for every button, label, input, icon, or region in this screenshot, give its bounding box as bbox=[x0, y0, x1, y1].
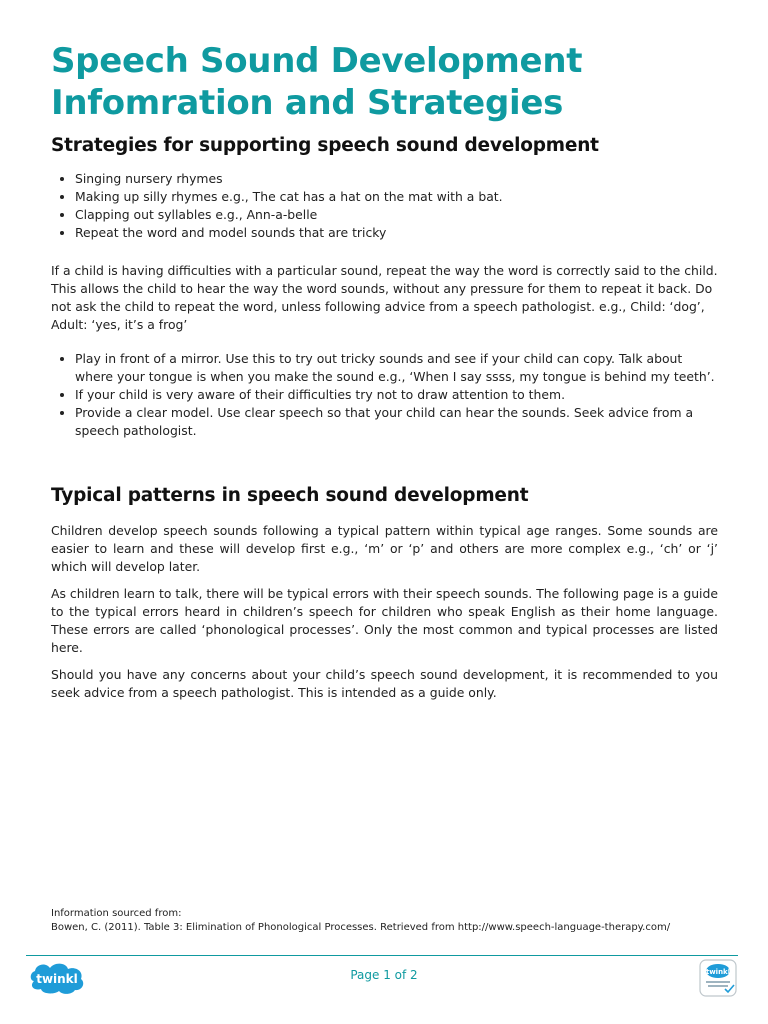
list-item: • Repeat the word and model sounds that are tricky bbox=[75, 224, 718, 242]
title-line-1: Speech Sound Development bbox=[51, 41, 583, 81]
list-item: • Play in front of a mirror. Use this to try out tricky sounds and see if your child can copy. Talk about where your tongue is when you make the sound e.g., ‘When I say ssss, my tongue is behind my teeth’. bbox=[75, 350, 718, 386]
footer-divider bbox=[26, 955, 738, 956]
document-page bbox=[51, 40, 718, 702]
seal-text: twinkl bbox=[705, 968, 731, 976]
title-line-2: Infomration and Strategies bbox=[51, 83, 564, 123]
list-item: • Provide a clear model. Use clear speech so that your child can hear the sounds. Seek advice from a speech pathologist. bbox=[75, 404, 718, 440]
list-item: • If your child is very aware of their difficulties try not to draw attention to them. bbox=[75, 386, 718, 404]
source-label: Information sourced from: bbox=[51, 908, 182, 919]
quality-seal-icon bbox=[699, 959, 737, 997]
section-heading-patterns: Typical patterns in speech sound development bbox=[51, 485, 529, 506]
list-item: • Singing nursery rhymes bbox=[75, 170, 718, 188]
source-citation: Bowen, C. (2011). Table 3: Elimination of Phonological Processes. Retrieved from http://www.speech-language-therapy.com/ bbox=[51, 922, 671, 933]
list-item: • Clapping out syllables e.g., Ann-a-belle bbox=[75, 206, 718, 224]
strategies-list-2 bbox=[51, 350, 718, 440]
list-item: • Making up silly rhymes e.g., The cat has a hat on the mat with a bat. bbox=[75, 188, 718, 206]
patterns-paragraph: As children learn to talk, there will be typical errors with their speech sounds. The following page is a guide to the typical errors heard in children’s speech for children who speak English as their home language. These errors are called ‘phonological processes’. Only the most common and typical processes are listed here. bbox=[51, 586, 718, 655]
strategies-list bbox=[51, 170, 718, 242]
patterns-paragraph: Children develop speech sounds following a typical pattern within typical age ranges. Some sounds are easier to learn and these will develop first e.g., ‘m’ or ‘p’ and others are more complex e.g., ‘ch’ or ‘j’ which will develop later. bbox=[51, 523, 718, 574]
page-title bbox=[51, 40, 718, 124]
strategies-paragraph: If a child is having difficulties with a particular sound, repeat the way the word is correctly said to the child. This allows the child to hear the way the word sounds, without any pressure for them to repeat it back. Do not ask the child to repeat the word, unless following advice from a speech pathologist. e.g., Child: ‘dog’, Adult: ‘yes, it’s a frog’ bbox=[51, 263, 718, 332]
logo-text: twinkl bbox=[36, 972, 78, 986]
page-number: Page 1 of 2 bbox=[350, 968, 418, 982]
section-heading-strategies: Strategies for supporting speech sound development bbox=[51, 135, 599, 156]
source-note bbox=[51, 907, 718, 935]
patterns-paragraph: Should you have any concerns about your child’s speech sound development, it is recommended to you seek advice from a speech pathologist. This is intended as a guide only. bbox=[51, 667, 718, 700]
